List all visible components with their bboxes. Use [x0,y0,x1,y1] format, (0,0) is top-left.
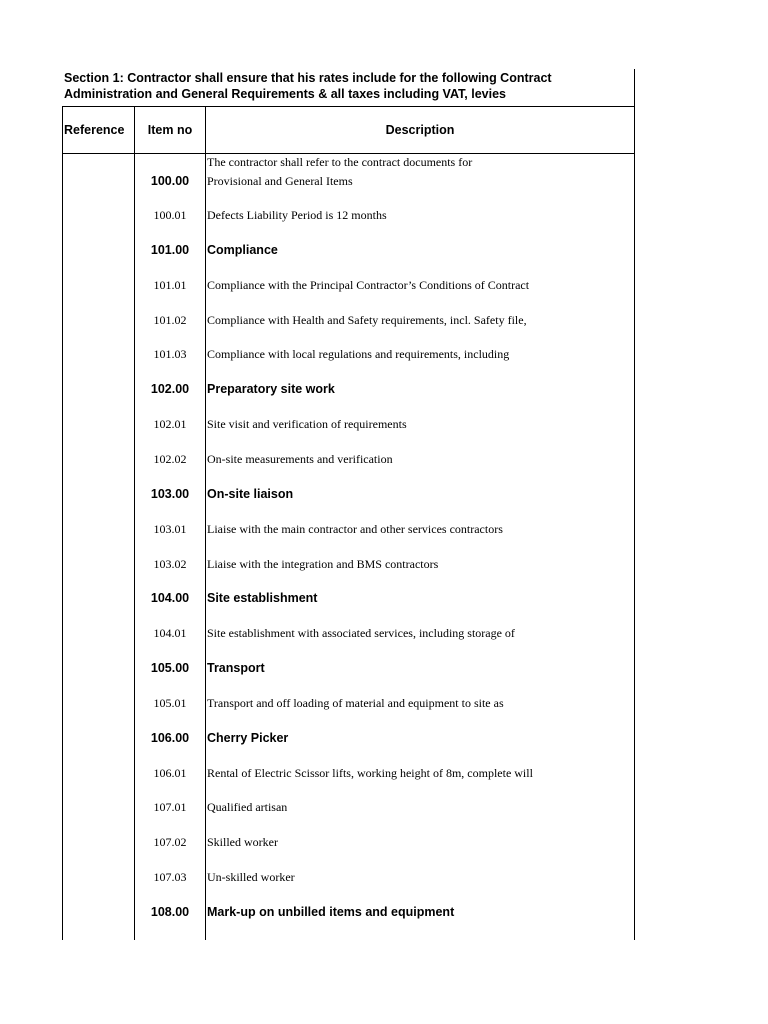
item-number: 102.00 [150,382,190,397]
intro-description-line-1: The contractor shall refer to the contract documents for [207,155,473,169]
intro-description-line-2: Provisional and General Items [207,174,353,188]
section-heading: On-site liaison [207,486,294,501]
header-description: Description [385,123,455,137]
item-number: 101.02 [153,312,187,327]
item-number: 108.00 [150,905,190,919]
item-description: Skilled worker [207,835,278,850]
item-number: 107.03 [153,870,187,885]
section-heading: Compliance [207,242,278,257]
item-number: 102.01 [153,417,187,432]
item-description: Qualified artisan [207,800,288,815]
item-description: Defects Liability Period is 12 months [207,208,387,222]
item-description: Site establishment with associated services, including storage of [207,626,515,641]
item-number: 103.02 [153,556,187,571]
section-title-line-1: Section 1: Contractor shall ensure that his rates include for the following Contract [64,71,552,85]
header-item-no: Item no [147,123,193,137]
item-description: Rental of Electric Scissor lifts, working height of 8m, complete will [207,765,533,780]
item-description: Compliance with the Principal Contractor’s Conditions of Contract [207,277,530,292]
item-number: 104.01 [153,626,187,641]
section-heading: Mark-up on unbilled items and equipment [207,905,455,919]
item-description: Un-skilled worker [207,870,295,885]
section-heading: Transport [207,661,265,676]
item-description: Liaise with the main contractor and other services contractors [207,521,503,536]
item-description: Liaise with the integration and BMS contractors [207,556,439,571]
section-heading: Preparatory site work [207,382,335,397]
item-number: 105.01 [153,695,187,710]
item-number: 106.01 [153,765,187,780]
item-number: 102.02 [153,451,187,466]
header-reference: Reference [64,123,125,137]
item-description: On-site measurements and verification [207,451,393,466]
item-number: 101.03 [153,347,187,362]
item-number: 101.00 [150,242,190,257]
item-number: 107.01 [153,800,187,815]
item-number: 105.00 [150,661,190,676]
intro-item-no: 100.00 [150,174,190,188]
item-number: 100.01 [153,208,187,222]
item-description: Transport and off loading of material and equipment to site as [207,695,504,710]
item-description: Compliance with Health and Safety requirements, incl. Safety file, [207,312,527,327]
section-title-line-2: Administration and General Requirements & all taxes including VAT, levies [64,87,507,101]
item-number: 101.01 [153,277,187,292]
section-heading: Site establishment [207,591,318,606]
item-number: 104.00 [150,591,190,606]
item-description: Compliance with local regulations and requirements, including [207,347,510,362]
item-description: Site visit and verification of requirements [207,417,407,432]
item-number: 107.02 [153,835,187,850]
item-number: 106.00 [150,730,190,745]
item-number: 103.01 [153,521,187,536]
section-heading: Cherry Picker [207,730,289,745]
item-number: 103.00 [150,486,190,501]
